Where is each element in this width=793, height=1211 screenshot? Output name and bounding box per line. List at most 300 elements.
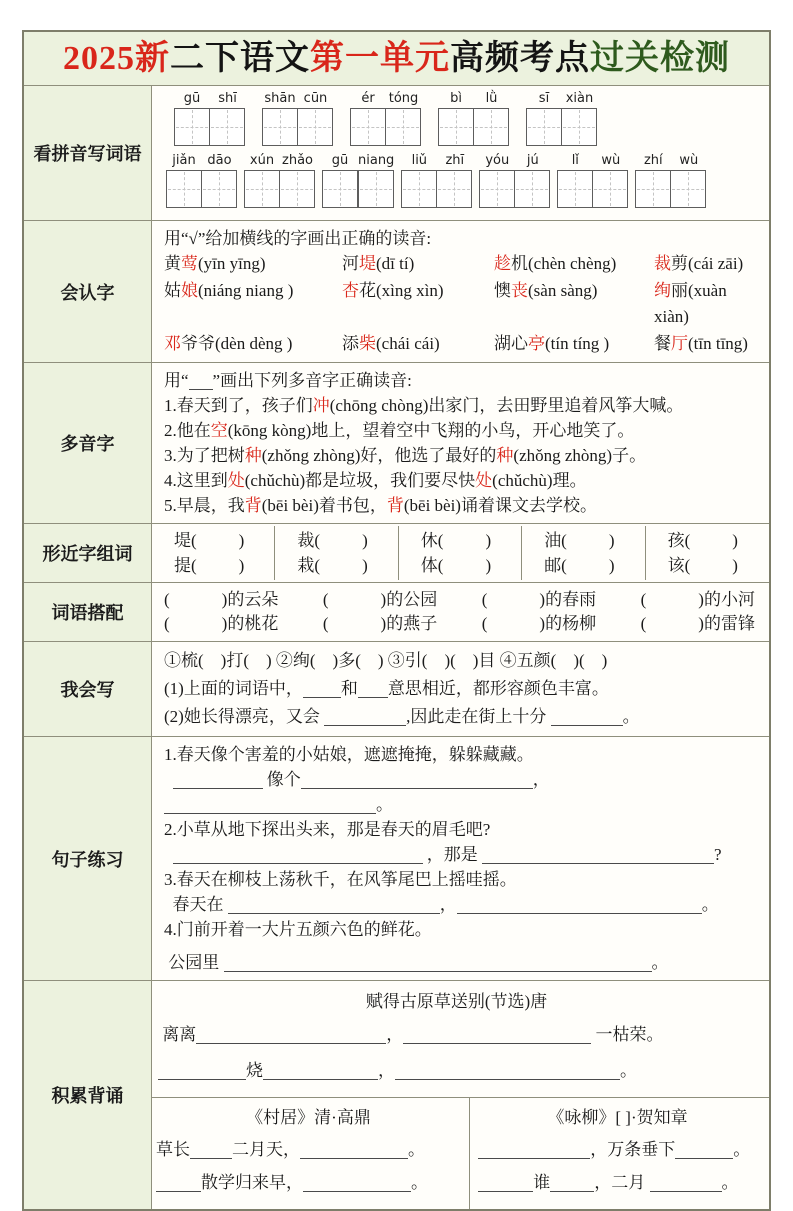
text-line — [164, 742, 759, 767]
character-writing-box[interactable] — [473, 108, 509, 146]
pinyin-label: tóng — [388, 91, 419, 106]
text-segment: 河 — [342, 254, 359, 273]
word-pronunciation-item — [494, 251, 654, 278]
section-renzi — [24, 220, 769, 362]
similar-char-cell — [399, 526, 522, 580]
text-line — [164, 950, 759, 975]
similar-char-cell — [275, 526, 398, 580]
text-segment: 2.他在 — [164, 421, 211, 440]
text-segment: 二下语文 — [170, 40, 310, 77]
text-segment: 。 — [411, 1173, 428, 1192]
pinyin-unit — [671, 153, 706, 208]
pinyin-label: dāo — [207, 153, 232, 168]
section-xie — [24, 641, 769, 736]
text-segment: 剪(cái zāi) — [671, 254, 744, 273]
blank-underline[interactable] — [482, 846, 714, 864]
text-segment: 烧 — [246, 1061, 263, 1080]
collocation-item: ( )的云朵 — [164, 590, 279, 609]
text-segment: 像个 — [262, 770, 301, 789]
character-writing-box[interactable] — [322, 170, 358, 208]
blank-underline[interactable] — [303, 680, 341, 698]
similar-char-cell — [152, 526, 275, 580]
poem-right — [470, 1098, 769, 1209]
blank-underline[interactable] — [301, 771, 533, 789]
dapei-content — [152, 583, 769, 641]
pinyin-label: xún — [249, 153, 275, 168]
blank-underline[interactable] — [675, 1141, 733, 1159]
blank-underline[interactable] — [196, 1026, 386, 1044]
pinyin-unit — [210, 91, 245, 146]
renzi-items — [164, 251, 759, 357]
text-segment: 离离 — [158, 1025, 197, 1044]
similar-char-line: 栽( ) — [297, 556, 368, 575]
pinyin-word-group — [350, 91, 421, 146]
text-line — [164, 767, 759, 817]
text-line — [158, 1017, 755, 1053]
character-writing-box[interactable] — [635, 170, 671, 208]
similar-char-line: 邮( ) — [544, 556, 615, 575]
pinyin-word-group — [174, 91, 245, 146]
collocation-item: ( )的杨柳 — [481, 614, 597, 633]
word-pronunciation-item — [164, 331, 342, 358]
text-segment: 3.春天在柳枝上荡秋千，在风筝尾巴上摇哇摇。 — [164, 870, 517, 889]
text-segment: (chōng chòng)出家门，去田野里追着风筝大喊。 — [329, 396, 684, 415]
text-segment: ①梳( )打( ) ②绚( )多( ) ③引( )( )目 ④五颜( )( ) — [164, 651, 608, 670]
text-segment: 和 — [340, 679, 358, 698]
word-pronunciation-item — [164, 278, 342, 331]
text-line — [164, 817, 759, 842]
blank-underline[interactable] — [650, 1174, 722, 1192]
text-segment: 爷爷(dèn dèng ) — [181, 333, 293, 353]
word-pronunciation-item — [654, 331, 759, 358]
blank-underline[interactable] — [478, 1174, 533, 1192]
text-line — [164, 842, 759, 867]
blank-underline[interactable] — [190, 1141, 232, 1159]
poem-left-lines — [156, 1133, 461, 1199]
highlight-char: 杏 — [342, 280, 359, 300]
similar-char-line: 油( ) — [544, 531, 615, 550]
word-pronunciation-item — [494, 331, 654, 358]
text-segment: 。 — [620, 1061, 637, 1080]
pinyin-word-group — [479, 153, 550, 208]
pinyin-unit — [298, 91, 333, 146]
text-segment: (tín tíng ) — [545, 333, 610, 353]
character-writing-box[interactable] — [438, 108, 474, 146]
highlight-char: 趁 — [494, 254, 511, 273]
text-segment: 花(xìng xìn) — [359, 280, 444, 300]
text-line — [474, 1133, 761, 1166]
highlight-char: 种 — [496, 446, 514, 465]
pinyin-unit — [202, 153, 237, 208]
word-pronunciation-item — [654, 251, 759, 278]
similar-char-line: 提( ) — [174, 556, 245, 575]
text-segment: 草长 — [156, 1140, 190, 1159]
blank-underline[interactable] — [189, 372, 213, 390]
pinyin-unit — [438, 91, 474, 146]
highlight-char: 丧 — [511, 280, 528, 300]
text-line — [164, 675, 759, 703]
poem-right-title: 《咏柳》[ ]·贺知章 — [547, 1108, 688, 1127]
pinyin-label: zhí — [643, 153, 663, 168]
character-writing-box[interactable] — [401, 170, 437, 208]
pinyin-label: gū — [183, 91, 201, 106]
collocation-row — [164, 588, 759, 612]
text-segment: 添 — [342, 333, 359, 353]
character-writing-box[interactable] — [279, 170, 315, 208]
text-line — [164, 468, 759, 493]
text-segment: 1.春天到了，孩子们 — [164, 396, 313, 415]
pinyin-unit — [244, 153, 280, 208]
pinyin-label: lǜ — [485, 91, 498, 106]
poem-top-title: 赋得古原草送别(节选)唐 — [365, 992, 548, 1011]
blank-underline[interactable] — [263, 1062, 378, 1080]
text-segment: 公园里 — [164, 953, 224, 972]
highlight-char: 空 — [210, 421, 228, 440]
text-segment: (chǔchù)理。 — [492, 471, 587, 490]
pinyin-label: cūn — [303, 91, 328, 106]
pinyin-label: jú — [526, 153, 539, 168]
text-line — [164, 917, 759, 942]
pinyin-label: zhǎo — [282, 153, 313, 168]
text-line — [164, 703, 759, 731]
text-segment: 。 — [622, 707, 640, 726]
highlight-char: 冲 — [312, 396, 330, 415]
blank-underline[interactable] — [164, 796, 376, 814]
text-segment: 。 — [721, 1173, 739, 1192]
pinyin-word-group — [244, 153, 315, 208]
collocation-item: ( )的雷锋 — [640, 614, 755, 633]
pinyin-label: yóu — [485, 153, 510, 168]
pinyin-row — [174, 91, 759, 146]
character-writing-box[interactable] — [526, 108, 562, 146]
text-line — [164, 867, 759, 892]
character-writing-box[interactable] — [201, 170, 237, 208]
pinyin-unit — [557, 153, 593, 208]
text-segment — [164, 770, 173, 789]
highlight-char: 2025新 — [63, 40, 170, 77]
text-segment: 丽(xuàn xiàn) — [654, 280, 727, 326]
text-segment: (chái cái) — [376, 333, 440, 353]
character-writing-box[interactable] — [358, 170, 394, 208]
similar-char-line: 休( ) — [420, 531, 492, 550]
section-label-juzi: 句子练习 — [24, 737, 152, 980]
similar-char-line: 堤( ) — [174, 531, 245, 550]
pinyin-unit — [635, 153, 671, 208]
poem-bottom-row — [152, 1097, 769, 1209]
text-segment: ”画出下列多音字正确读音: — [212, 371, 412, 390]
text-segment: 5.早晨，我 — [164, 496, 245, 515]
text-line — [164, 493, 759, 518]
highlight-char: 裁 — [654, 254, 671, 273]
text-segment: (bēi bèi)着书包， — [261, 496, 387, 515]
text-segment: ， — [378, 1061, 395, 1080]
collocation-item: ( )的春雨 — [481, 590, 597, 609]
character-writing-box[interactable] — [244, 170, 280, 208]
blank-underline[interactable] — [228, 896, 440, 914]
highlight-char: 亭 — [528, 333, 545, 353]
pinyin-unit — [437, 153, 472, 208]
pinyin-unit — [479, 153, 515, 208]
text-segment: (zhǒng zhòng)好，他选了最好的 — [261, 446, 497, 465]
text-segment: (bēi bèi)诵着课文去学校。 — [403, 496, 597, 515]
pinyin-label: sī — [538, 91, 550, 106]
character-writing-box[interactable] — [557, 170, 593, 208]
pinyin-unit — [562, 91, 597, 146]
text-segment — [164, 845, 173, 864]
collocation-row — [164, 612, 759, 636]
section-label-xie: 我会写 — [24, 642, 152, 736]
text-line — [164, 647, 759, 675]
highlight-char: 处 — [475, 471, 493, 490]
blank-underline[interactable] — [403, 1026, 591, 1044]
duoyin-lines — [164, 393, 759, 518]
pinyin-unit — [386, 91, 421, 146]
text-segment: 二月天， — [232, 1140, 300, 1159]
text-segment: 懊 — [494, 280, 511, 300]
text-line — [164, 892, 759, 917]
pinyin-label: lǐ — [571, 153, 579, 168]
character-writing-box[interactable] — [166, 170, 202, 208]
text-segment: 散学归来早， — [201, 1173, 303, 1192]
character-writing-box[interactable] — [514, 170, 550, 208]
highlight-char: 处 — [227, 471, 245, 490]
pinyin-unit — [593, 153, 628, 208]
highlight-char: 厅 — [671, 333, 688, 353]
blank-underline[interactable] — [478, 1141, 590, 1159]
highlight-char: 娘 — [181, 280, 198, 300]
collocation-item: ( )的小河 — [640, 590, 755, 609]
beisong-content — [152, 981, 769, 1209]
pinyin-word-group — [166, 153, 237, 208]
highlight-char: 第一单元 — [310, 40, 450, 77]
character-writing-box[interactable] — [385, 108, 421, 146]
section-xingjin — [24, 523, 769, 582]
pinyin-label: jiǎn — [172, 153, 196, 168]
pinyin-label: bì — [450, 91, 462, 106]
text-segment: 过关检测 — [590, 40, 730, 77]
blank-underline[interactable] — [457, 896, 702, 914]
text-segment: 意思相近，都形容颜色丰富。 — [387, 679, 609, 698]
text-segment: 4.这里到 — [164, 471, 228, 490]
text-segment: 1.春天像个害羞的小姑娘，遮遮掩掩，躲躲藏藏。 — [164, 745, 534, 764]
text-segment: ? — [714, 845, 722, 864]
text-segment: 一枯荣。 — [591, 1025, 664, 1044]
character-writing-box[interactable] — [561, 108, 597, 146]
highlight-char: 绚 — [654, 280, 671, 300]
text-segment: 机(chèn chèng) — [511, 254, 617, 273]
pinyin-unit — [358, 153, 394, 208]
similar-char-cell — [522, 526, 645, 580]
section-label-renzi: 会认字 — [24, 221, 152, 362]
section-label-dapei: 词语搭配 — [24, 583, 152, 641]
highlight-char: 莺 — [181, 254, 198, 273]
text-segment: 湖心 — [494, 333, 528, 353]
text-segment: 餐 — [654, 333, 671, 353]
pinyin-unit — [401, 153, 437, 208]
text-segment: 。 — [408, 1140, 425, 1159]
blank-underline[interactable] — [173, 846, 423, 864]
text-segment: 。 — [376, 795, 393, 814]
character-writing-box[interactable] — [592, 170, 628, 208]
blank-underline[interactable] — [156, 1174, 201, 1192]
page-title — [24, 32, 769, 85]
text-segment: 黄 — [164, 254, 181, 273]
pinyin-label: gū — [331, 153, 349, 168]
similar-char-line: 该( ) — [667, 556, 738, 575]
poem-top-lines — [158, 1017, 755, 1089]
pinyin-word-group — [526, 91, 597, 146]
blank-underline[interactable] — [550, 1174, 594, 1192]
renzi-instruction — [164, 226, 759, 251]
text-segment: 高频考点 — [450, 40, 590, 77]
renzi-content — [152, 221, 769, 362]
text-line — [164, 443, 759, 468]
highlight-char: 背 — [386, 496, 404, 515]
blank-underline[interactable] — [300, 1141, 408, 1159]
character-writing-box[interactable] — [297, 108, 333, 146]
text-segment: ， — [532, 770, 550, 789]
pinyin-word-group — [635, 153, 706, 208]
character-writing-box[interactable] — [350, 108, 386, 146]
text-segment: ，二月 — [594, 1173, 650, 1192]
text-segment: 春天在 — [164, 895, 228, 914]
character-writing-box[interactable] — [209, 108, 245, 146]
text-segment: 2.小草从地下探出头来，那是春天的眉毛吧? — [164, 820, 491, 839]
duoyin-content — [152, 363, 769, 523]
pinyin-word-group — [438, 91, 509, 146]
section-beisong — [24, 980, 769, 1209]
blank-underline[interactable] — [358, 680, 388, 698]
text-segment: 3.为了把树 — [164, 446, 245, 465]
poem-left-title: 《村居》清·高鼎 — [246, 1108, 371, 1127]
text-line — [164, 393, 759, 418]
blank-underline[interactable] — [173, 771, 263, 789]
text-segment: ， — [386, 1025, 404, 1044]
blank-underline[interactable] — [551, 708, 623, 726]
text-segment: ,因此走在街上十分 — [406, 707, 551, 726]
text-segment: ，那是 — [422, 845, 482, 864]
pinyin-unit — [174, 91, 210, 146]
section-label-xingjin: 形近字组词 — [24, 524, 152, 582]
pinyin-label: xiàn — [565, 91, 594, 106]
section-juzi — [24, 736, 769, 980]
word-pronunciation-item — [164, 251, 342, 278]
character-writing-box[interactable] — [670, 170, 706, 208]
character-writing-box[interactable] — [262, 108, 298, 146]
text-line — [156, 1133, 461, 1166]
collocation-item: ( )的桃花 — [164, 614, 279, 633]
text-segment: 。 — [733, 1140, 751, 1159]
word-pronunciation-item — [342, 331, 494, 358]
word-pronunciation-item — [342, 278, 494, 331]
blank-underline[interactable] — [158, 1062, 246, 1080]
similar-char-cell — [646, 526, 769, 580]
pinyin-label: liǔ — [411, 153, 428, 168]
text-segment: (sàn sàng) — [528, 280, 598, 300]
word-pronunciation-item — [494, 278, 654, 331]
pinyin-unit — [280, 153, 315, 208]
xingjin-content — [152, 524, 769, 582]
character-writing-box[interactable] — [479, 170, 515, 208]
text-line — [164, 418, 759, 443]
text-segment: 。 — [701, 895, 719, 914]
text-line — [158, 1053, 755, 1089]
text-segment: (1)上面的词语中， — [164, 679, 303, 698]
poem-left — [152, 1098, 470, 1209]
blank-underline[interactable] — [395, 1062, 620, 1080]
pinyin-label: shī — [218, 91, 237, 106]
blank-underline[interactable] — [303, 1174, 411, 1192]
collocation-item: ( )的公园 — [322, 590, 438, 609]
text-segment: 用“ — [164, 371, 189, 390]
pinyin-unit — [322, 153, 358, 208]
section-label-beisong: 积累背诵 — [24, 981, 152, 1209]
text-segment: 谁 — [533, 1173, 551, 1192]
similar-char-line: 体( ) — [420, 556, 492, 575]
blank-underline[interactable] — [224, 954, 652, 972]
highlight-char: 柴 — [359, 333, 376, 353]
blank-underline[interactable] — [324, 708, 406, 726]
text-segment: (tīn tīng) — [688, 333, 748, 353]
character-writing-box[interactable] — [436, 170, 472, 208]
pinyin-unit — [474, 91, 509, 146]
pinyin-label: ér — [361, 91, 375, 106]
text-segment: 。 — [651, 953, 669, 972]
pinyin-row — [166, 153, 759, 208]
text-segment: (2)她长得漂亮，又会 — [164, 707, 325, 726]
pinyin-label: wù — [601, 153, 621, 168]
pinyin-label: wù — [679, 153, 699, 168]
xie-content — [152, 642, 769, 736]
pinyin-unit — [515, 153, 550, 208]
section-pinyin — [24, 85, 769, 220]
section-label-duoyin: 多音字 — [24, 363, 152, 523]
text-line — [156, 1166, 461, 1199]
text-segment: (dī tí) — [376, 254, 415, 273]
pinyin-word-group — [262, 91, 333, 146]
worksheet — [22, 30, 771, 1211]
text-segment: (niáng niang ) — [198, 280, 294, 300]
pinyin-unit — [350, 91, 386, 146]
similar-char-line: 裁( ) — [297, 531, 368, 550]
text-segment: 用“√”给加横线的字画出正确的读音: — [164, 229, 432, 248]
text-segment: (kōng kòng)地上，望着空中飞翔的小鸟，开心地笑了。 — [227, 421, 635, 440]
pinyin-word-group — [557, 153, 628, 208]
collocation-item: ( )的燕子 — [322, 614, 438, 633]
word-pronunciation-item — [654, 278, 759, 331]
pinyin-content — [152, 86, 769, 220]
section-dapei — [24, 582, 769, 641]
word-pronunciation-item — [342, 251, 494, 278]
section-duoyin — [24, 362, 769, 523]
pinyin-unit — [166, 153, 202, 208]
text-segment: (chǔchù)都是垃圾，我们要尽快 — [244, 471, 476, 490]
character-writing-box[interactable] — [174, 108, 210, 146]
duoyin-instruction — [164, 368, 759, 393]
section-label-pinyin: 看拼音写词语 — [24, 86, 152, 220]
text-line — [474, 1166, 761, 1199]
text-segment: 4.门前开着一大片五颜六色的鲜花。 — [164, 920, 432, 939]
pinyin-word-group — [401, 153, 472, 208]
similar-char-line: 孩( ) — [667, 531, 738, 550]
pinyin-label: niang — [358, 153, 395, 168]
highlight-char: 背 — [244, 496, 262, 515]
pinyin-unit — [262, 91, 298, 146]
pinyin-word-group — [322, 153, 394, 208]
highlight-char: 堤 — [359, 254, 376, 273]
text-segment: (yīn yīng) — [198, 254, 266, 273]
text-segment: ， — [439, 895, 457, 914]
